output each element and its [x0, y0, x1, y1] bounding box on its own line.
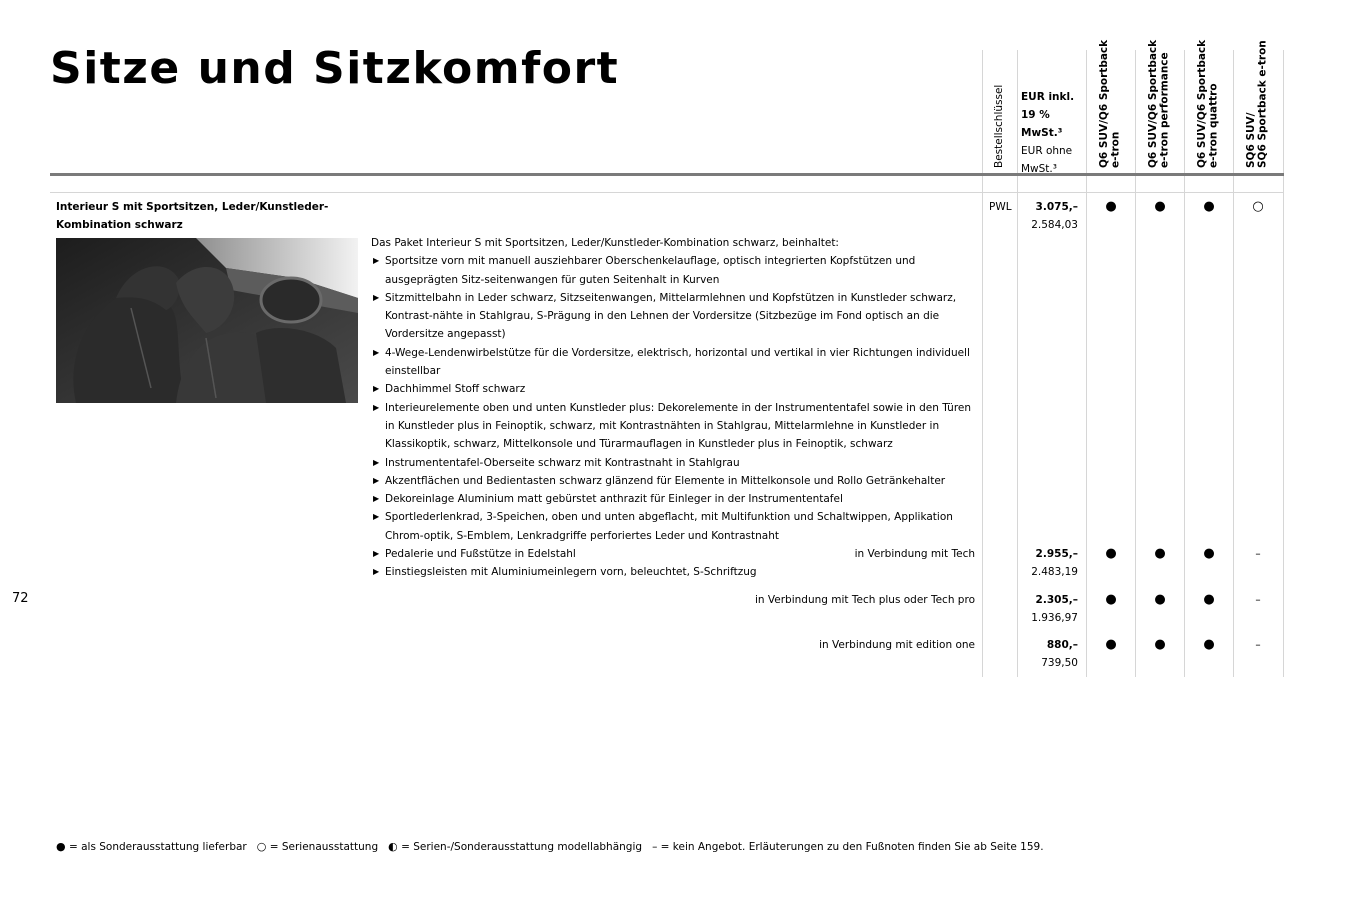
bullet-triangle-icon: ▶: [373, 549, 380, 559]
column-divider: [1283, 50, 1284, 677]
filled-circle-icon: ●: [56, 840, 66, 853]
availability-mark: ●: [1154, 592, 1166, 607]
model-header-q6-etron: Q6 SUV/Q6 Sportback e-tron: [1098, 39, 1122, 168]
legend-optional: = als Sonderausstattung lieferbar: [68, 841, 247, 853]
package-contents-list: [371, 252, 977, 581]
bullet-triangle-icon: ▶: [373, 402, 380, 412]
availability-mark: ●: [1203, 592, 1215, 607]
price-excl-label-1: EUR ohne: [1021, 145, 1073, 157]
price-incl-label-2: 19 % MwSt.³: [1021, 109, 1063, 139]
price-excl: 2.584,03: [1031, 219, 1078, 232]
legend-none: = kein Angebot. Erläuterungen zu den Fußnoten finden Sie ab Seite 159.: [660, 841, 1044, 853]
bullet-triangle-icon: ▶: [373, 347, 380, 357]
interior-photo: [56, 238, 358, 403]
price-cell: [1018, 545, 1078, 582]
column-divider: [1184, 50, 1185, 677]
availability-mark: ●: [1105, 637, 1117, 652]
price-cell: [1018, 636, 1078, 673]
model-header-sq6: SQ6 SUV/ SQ6 Sportback e-tron: [1245, 40, 1269, 168]
availability-mark: ●: [1105, 592, 1117, 607]
price-cell: [1018, 591, 1078, 628]
bullet-triangle-icon: ▶: [373, 256, 380, 266]
price-excl: 739,50: [1041, 657, 1078, 670]
availability-mark: ●: [1154, 637, 1166, 652]
availability-mark: ○: [1252, 199, 1264, 214]
column-divider: [1017, 50, 1018, 677]
list-item: ▶ 4-Wege-Lendenwirbelstütze für die Vordersitze, elektrisch, horizontal und vertikal in vier Richtungen individuell einstellbar: [371, 344, 977, 381]
list-item: ▶ Dekoreinlage Aluminium matt gebürstet anthrazit für Einleger in der Instrumententafel: [371, 490, 977, 508]
list-item: ▶ Sitzmittelbahn in Leder schwarz, Sitzseitenwangen, Mittelarmlehnen und Kopfstützen in Kunstleder schwarz, Kontrast-nähte in Stahlgrau, S-Prägung in den Lehnen der Vordersitze (Sitzbezüge im Fond optisch an die Vordersitze angepasst): [371, 289, 977, 344]
bullet-triangle-icon: ▶: [373, 457, 380, 467]
variant-condition: in Verbindung mit Tech plus oder Tech pro: [754, 594, 975, 606]
column-divider: [1233, 50, 1234, 677]
price-incl: 880,–: [1046, 639, 1078, 651]
price-excl: 1.936,97: [1031, 612, 1078, 625]
order-key-header: Bestellschlüssel: [993, 84, 1005, 168]
availability-mark: ●: [1154, 546, 1166, 561]
page-title: Sitze und Sitzkomfort: [50, 43, 620, 94]
list-item: ▶ Dachhimmel Stoff schwarz: [371, 380, 977, 398]
bullet-triangle-icon: ▶: [373, 494, 380, 504]
availability-mark: –: [1255, 639, 1261, 651]
legend-model-dependent: = Serien-/Sonderausstattung modellabhängig: [401, 841, 643, 853]
bullet-triangle-icon: ▶: [373, 567, 380, 577]
list-item: ▶ Akzentflächen und Bedientasten schwarz glänzend für Elemente in Mittelkonsole und Rollo Getränkehalter: [371, 472, 977, 490]
header-rule: [50, 173, 1284, 176]
item-title: Interieur S mit Sportsitzen, Leder/Kunstleder-Kombination schwarz: [56, 201, 329, 232]
price-excl-label-2: MwSt.³: [1021, 163, 1057, 175]
bullet-triangle-icon: ▶: [373, 292, 380, 302]
price-incl: 2.305,–: [1035, 594, 1078, 606]
price-cell: [1018, 198, 1078, 235]
bullet-triangle-icon: ▶: [373, 512, 380, 522]
header-subrule: [50, 192, 1284, 193]
availability-mark: ●: [1105, 199, 1117, 214]
list-item: ▶ Interieurelemente oben und unten Kunstleder plus: Dekorelemente in der Instrumententafel sowie in den Türen in Kunstleder plus in Feinoptik, schwarz, mit Kontrastnähten in Stahlgrau, Mittelarmlehne in Kunstleder in Klassikoptik, schwarz, Mittelkonsole und Türarmauflagen in Kunstleder plus in Feinoptik, schwarz: [371, 399, 977, 454]
availability-mark: ●: [1154, 199, 1166, 214]
price-header: [1021, 88, 1087, 178]
list-item: ▶ Sportsitze vorn mit manuell ausziehbarer Oberschenkelauflage, optisch integrierten Kopfstützen und ausgeprägten Sitz-seitenwangen für guten Seitenhalt in Kurven: [371, 252, 977, 289]
half-circle-icon: ◐: [388, 840, 398, 853]
column-divider: [1135, 50, 1136, 677]
variant-condition: in Verbindung mit Tech: [854, 548, 975, 560]
price-excl: 2.483,19: [1031, 566, 1078, 579]
model-header-q6-quattro: Q6 SUV/Q6 Sportback e-tron quattro: [1196, 39, 1220, 168]
list-item: ▶ Instrumententafel-Oberseite schwarz mit Kontrastnaht in Stahlgrau: [371, 454, 977, 472]
price-incl-label-1: EUR inkl.: [1021, 91, 1075, 103]
legend-standard: = Serienausstattung: [269, 841, 379, 853]
availability-mark: ●: [1203, 546, 1215, 561]
model-header-q6-performance: Q6 SUV/Q6 Sportback e-tron performance: [1147, 39, 1171, 168]
column-divider: [982, 50, 983, 677]
order-code: PWL: [989, 201, 1012, 213]
availability-mark: ●: [1203, 637, 1215, 652]
dash-icon: –: [652, 841, 658, 853]
availability-mark: ●: [1203, 199, 1215, 214]
seat-illustration: [56, 238, 358, 403]
list-item: ▶ Pedalerie und Fußstütze in Edelstahl: [371, 545, 977, 563]
list-item: ▶ Einstiegsleisten mit Aluminiumeinlegern vorn, beleuchtet, S-Schriftzug: [371, 563, 977, 581]
package-intro: Das Paket Interieur S mit Sportsitzen, Leder/Kunstleder-Kombination schwarz, beinhaltet:: [371, 237, 839, 249]
legend: [56, 839, 1044, 855]
package-description: [371, 234, 977, 582]
availability-mark: ●: [1105, 546, 1117, 561]
availability-mark: –: [1255, 548, 1261, 560]
price-incl: 3.075,–: [1035, 201, 1078, 213]
bullet-triangle-icon: ▶: [373, 475, 380, 485]
availability-mark: –: [1255, 594, 1261, 606]
page-number: 72: [12, 591, 29, 606]
empty-circle-icon: ○: [256, 840, 267, 853]
list-item: ▶ Sportlederlenkrad, 3-Speichen, oben und unten abgeflacht, mit Multifunktion und Schaltwippen, Applikation Chrom-optik, S-Emblem, Lenkradgriffe perforiertes Leder und Kontrastnaht: [371, 508, 977, 545]
variant-condition: in Verbindung mit edition one: [819, 639, 975, 651]
bullet-triangle-icon: ▶: [373, 384, 380, 394]
price-incl: 2.955,–: [1035, 548, 1078, 560]
